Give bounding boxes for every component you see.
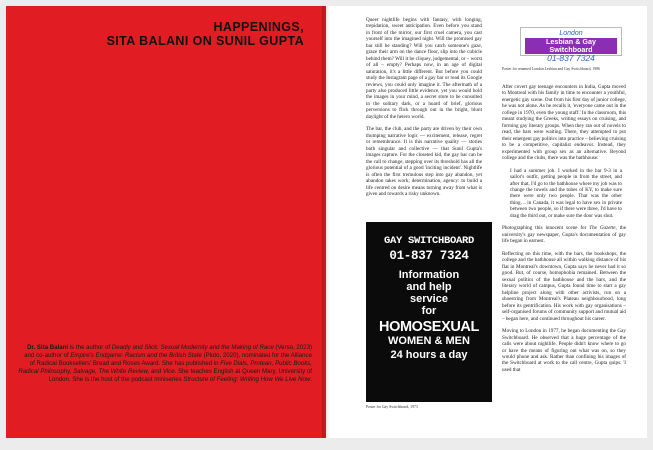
poster-line: Information [398,269,460,281]
body-text: , the university's gay newspaper, Gupta's documentation of gay life began in earnest. [502,225,626,245]
page-gutter-shadow [322,6,330,438]
author-bio [18,344,312,384]
newspaper-title: The Gazette [589,225,616,232]
heading-title: SITA BALANI ON SUNIL GUPTA [106,34,304,48]
block-quote: I had a summer job. I worked in the bar 9-3 in a sailor's outfit, getting people in from the street, and after that, I'd go to the bathhouse where my job was to change the towels and the tubes of KY, to make sure there were only two people. That was the other thing… in Canada, it was legal to have sex in private between two people, so if there were three, I'd have to drag the third out, or make sure the door was shut. [510,167,622,219]
switchboard-logo-image [520,27,622,63]
poster-line: and help [406,281,452,293]
article-heading [107,20,304,48]
left-page [6,6,326,438]
poster-line: service [410,293,448,305]
logo-line-london: London [559,30,583,37]
bio-publications: Five Dials, Protean, Public Books, Radical Philosophy, Salvage, The White Review, [18,360,312,376]
poster-line: GAY SWITCHBOARD [383,235,474,247]
logo-line-phone: 01-837 7324 [547,53,595,63]
magazine-spread [6,6,647,438]
bio-text: (Verso, 2023) and co-author of [24,344,312,360]
body-paragraph: The bar, the club, and the party are driven by their own thumping narrative logic — excitement, release, regret or remembrance. It is this narrative quality — stories both singular and collective — that Sunil Gupta's images capture. For the closeted kid, the gay bar can be the call to change, stepping over its threshold has all the glorious potential of a good 'inciting incident'. Nightlife is often the first tremulous step into gay abandon, yet abandon takes work; determination, agency: to build a life centred on desire means turning away from what is given and towards a risky unknown. [366,126,482,197]
bio-text: . [310,376,312,384]
body-text: Photographing this innocent scene for [502,225,590,232]
poster-line: for [421,305,437,317]
poster-line: 24 hours a day [390,349,468,361]
bio-book-title: Deadly and Slick: Sexual Modernity and the Making of Race [111,344,274,351]
bio-text: is the author of [68,344,112,351]
body-column-right [502,84,626,380]
bio-podcast-title: Structure of Feeling: Writing How We Live Now [183,376,311,384]
logo-caption: Poster for renamed London Lesbian and Gay Switchboard, 1986 [502,67,600,71]
body-paragraph: Moving to London in 1977, he began documenting the Gay Switchboard. He observed that a huge percentage of the calls were about nightlife. People didn't know where to go or have the means of figuring out what was on, so they would phone and ask. Rather than confining his images of the Switchboard at work to the call centre, Gupta quips: 'I used that [502,328,626,373]
poster-caption: Poster for Gay Switchboard, 1973 [366,405,418,409]
body-paragraph [502,225,626,244]
gay-switchboard-poster-image [366,222,492,402]
bio-text: (Pluto, 2020), nominated for the Alliance of Radical Booksellers' Bread and Roses Award. She has published in [29,352,312,368]
body-paragraph: Reflecting on this time, with the bars, the bookshops, the college and the bathhouse all within walking distance of his flat in Montreal's downtown, Gupta says he never had it so good. But, of course, homophobia remained. Between the sexual politics of the bathhouse and the bars, and the literary world of campus, Gupta found time to start a gay helpline project along with other activists, run on a shoestring from Montreal's Plateau neighbourhood, long before its gentrification. His work with gay organisations – self-organised forums of community support and mutual aid – began here, and continued throughout his career. [502,250,626,322]
poster-line-large: HOMOSEXUAL [379,319,479,335]
bio-name: Dr. Sita Balani [27,344,69,351]
right-page [326,6,647,438]
bio-publication: Vice [162,368,175,376]
bio-text: . She teaches English at Queen Mary, University of London. She is the host of the podcast miniseries [48,368,312,384]
poster-phone: 01-837 7324 [389,249,469,263]
heading-section-label: HAPPENINGS, [213,20,304,34]
poster-line: WOMEN & MEN [388,335,470,347]
bio-book-title: Empire's Endgame: Racism and the British State [70,352,202,360]
body-paragraph: After covert gay teenage encounters in India, Gupta moved to Montreal with his family in time to encounter a youthful, energetic gay scene. Out from his first day of junior college, he was not alone. As he recalls it, 'everyone came out in the college in 1970, even the young staff.' In the classroom, this meant studying the Greeks, writing essays on cruising, and forming gay literary groups. When they ran out of novels to read, the bars were waiting. There, they attempted to put their emergent gay politics into practice – believing cruising to be a competitive, capitalist endeavor. Instead, they experimented with group sex as an alternative. Beyond college and the clubs, there was the bathhouse: [502,84,626,161]
body-column-left [366,17,482,204]
bio-text: and [149,368,163,376]
logo-line-name: Lesbian & Gay Switchboard [525,38,617,54]
body-paragraph: Queer nightlife begins with fantasy, with longing, trepidation, sweet anticipation. Even before you stand in front of the mirror, our first cruel camera, you cast yourself into the imagined night. Will the promised gay bar still be standing? Will you catch someone's gaze, graze their arm on the dance floor, slip into the cubicle behind them? Will it be cliquey, judgemental, or – worst of all – empty? Perhaps now, in an age of digital saturation, it's a little different. But before you could study the Instagram page of a gay bar or read its Google reviews, you could only imagine it. The aftermath of a party also produced little evidence, yet you would hold the images in your mind, a secret store to be consulted in the solitary dark, or a hoard of brief, glorious perversions to flick through out in the bright, blunt daylight of the hetero world. [366,17,482,120]
